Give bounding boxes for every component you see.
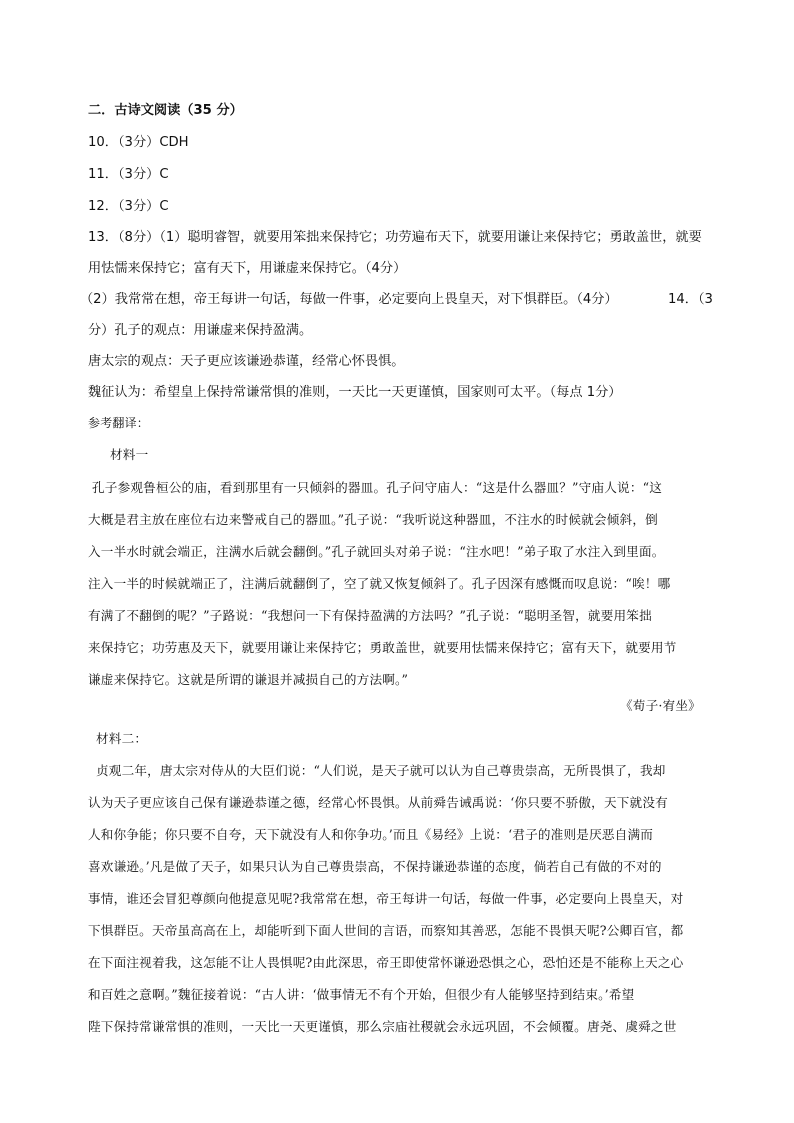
material1-line: 有满了不翻倒的呢？”子路说：“我想问一下有保持盈满的方法吗？”孔子说：“聪明圣智，就要用笨拙 (88, 608, 652, 623)
answer-q13-line3: （2）我常常在想，帝王每讲一句话，每做一件事，必定要向上畏皇天，对下惧群臣。（4分） (80, 292, 618, 307)
material2-line: 陛下保持常谦常惧的准则，一天比一天更谨慎，那么宗庙社稷就会永远巩固，不会倾覆。唐尧、虞舜之世 (88, 1019, 677, 1034)
material1-line: 入一半水时就会端正，注满水后就会翻倒。”孔子就回头对弟子说：“注水吧！”弟子取了水注入到里面。 (88, 544, 665, 559)
translation-label: 参考翻译： (88, 416, 150, 430)
material2-title: 材料二： (96, 731, 148, 746)
answer-q14-number: 14．（3 (668, 292, 713, 307)
material2-line: 和百姓之意啊。”魏征接着说：“古人讲：‘做事情无不有个开始，但很少有人能够坚持到结束。’希望 (88, 987, 635, 1002)
answer-q13-line2: 用怯懦来保持它；富有天下，用谦虚来保持它。（4分） (88, 261, 407, 276)
answer-q13-line1: 13．（8分）（1）聪明睿智，就要用笨拙来保持它；功劳遍布天下，就要用谦让来保持它；勇敢盖世，就要 (88, 230, 702, 245)
material2-line: 认为天子更应该自己保有谦逊恭谨之德，经常心怀畏惧。从前舜告诫禹说：‘你只要不骄傲，天下就没有 (88, 795, 668, 810)
material2-line: 喜欢谦逊。’凡是做了天子，如果只认为自己尊贵崇高，不保持谦逊恭谨的态度，倘若自己有做的不对的 (88, 859, 662, 874)
answer-q12: 12．（3分）C (88, 199, 169, 214)
answer-q11: 11．（3分）C (88, 167, 169, 182)
material2-line: 贞观二年，唐太宗对侍从的大臣们说：“人们说，是天子就可以认为自己尊贵崇高，无所畏惧了，我却 (96, 763, 666, 778)
material1-line: 谦虚来保持它。这就是所谓的谦退并减损自己的方法啊。” (88, 672, 409, 687)
material2-line: 在下面注视着我，这怎能不让人畏惧呢?由此深思，帝王即使常怀谦逊恐惧之心，恐怕还是不能称上天之心 (88, 955, 684, 970)
material1-line: 注入一半的时候就端正了，注满后就翻倒了，空了就又恢复倾斜了。孔子因深有感慨而叹息说：“唉！哪 (88, 576, 671, 591)
answer-q10: 10．（3分）CDH (88, 135, 189, 150)
material1-title: 材料一 (110, 447, 149, 462)
section-heading: 二．古诗文阅读（35 分） (88, 103, 243, 118)
answer-q14-line4: 魏征认为：希望皇上保持常谦常惧的准则，一天比一天更谨慎，国家则可太平。（每点 1分） (88, 385, 622, 400)
material1-line: 孔子参观鲁桓公的庙，看到那里有一只倾斜的器皿。孔子问守庙人：“这是什么器皿？”守庙人说：“这 (92, 480, 663, 495)
answer-q14-line3: 唐太宗的观点：天子更应该谦逊恭谨，经常心怀畏惧。 (88, 354, 405, 369)
material1-source: 《荀子·宥坐》 (620, 698, 701, 713)
material1-line: 来保持它；功劳惠及天下，就要用谦让来保持它；勇敢盖世，就要用怯懦来保持它；富有天下，就要用节 (88, 640, 677, 655)
material2-line: 事情，谁还会冒犯尊颜向他提意见呢?我常常在想，帝王每讲一句话，每做一件事，必定要向上畏皇天，对 (88, 891, 684, 906)
material2-line: 下惧群臣。天帝虽高高在上，却能听到下面人世间的言语，而察知其善恶，怎能不畏惧天呢?公卿百官，都 (88, 923, 684, 938)
material1-line: 大概是君主放在座位右边来警戒自己的器皿。”孔子说：“我听说这种器皿，不注水的时候就会倾斜，倒 (88, 512, 658, 527)
material2-line: 人和你争能；你只要不自夸，天下就没有人和你争功。’而且《易经》上说：‘君子的准则是厌恶自满而 (88, 827, 654, 842)
answer-q14-line2: 分）孔子的观点：用谦虚来保持盈满。 (88, 323, 313, 338)
